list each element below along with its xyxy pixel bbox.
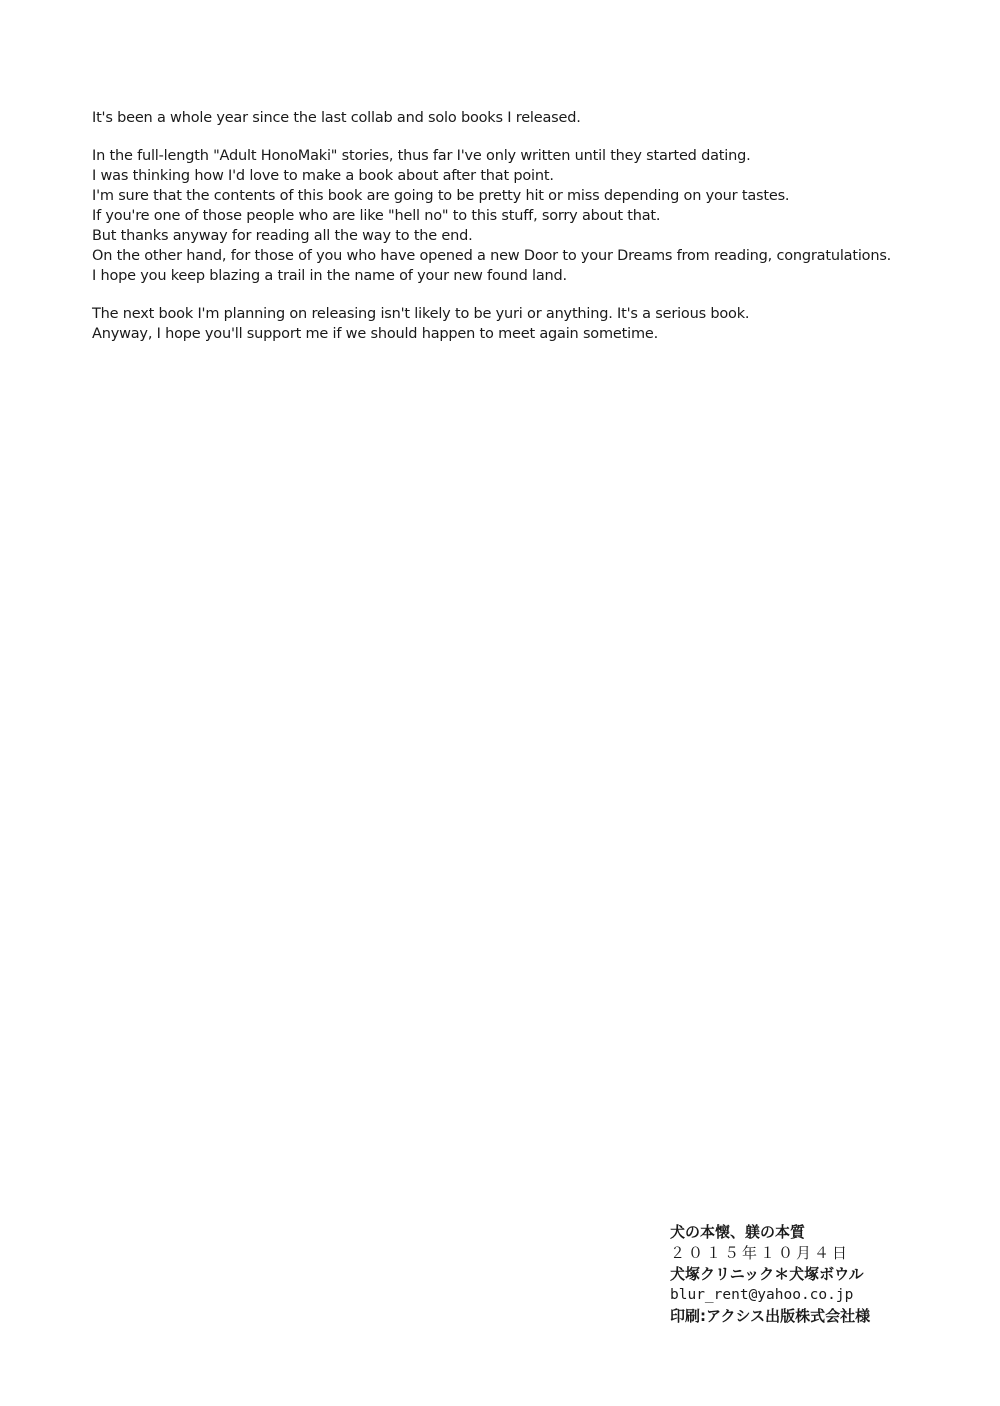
afterword-paragraph-1 bbox=[92, 108, 912, 128]
afterword-paragraph-3 bbox=[92, 304, 912, 344]
afterword-line: If you're one of those people who are like "hell no" to this stuff, sorry about that. bbox=[92, 208, 661, 224]
circle-name: 犬塚クリニック＊犬塚ボウル bbox=[670, 1265, 864, 1283]
colophon bbox=[670, 1222, 970, 1327]
afterword-line: I was thinking how I'd love to make a book about after that point. bbox=[92, 168, 554, 184]
afterword-line: I hope you keep blazing a trail in the name of your new found land. bbox=[92, 268, 567, 284]
afterword-line: The next book I'm planning on releasing isn't likely to be yuri or anything. It's a serious book. bbox=[92, 306, 750, 322]
book-title: 犬の本懐、躾の本質 bbox=[670, 1223, 806, 1241]
afterword-line: Anyway, I hope you'll support me if we should happen to meet again sometime. bbox=[92, 326, 658, 342]
afterword-line: But thanks anyway for reading all the way to the end. bbox=[92, 228, 473, 244]
afterword-paragraph-2 bbox=[92, 146, 912, 286]
afterword-line: On the other hand, for those of you who have opened a new Door to your Dreams from reading, congratulations. bbox=[92, 248, 892, 264]
afterword-line: I'm sure that the contents of this book are going to be pretty hit or miss depending on your tastes. bbox=[92, 188, 790, 204]
publication-date: ２０１５年１０月４日 bbox=[670, 1244, 851, 1262]
afterword-text bbox=[92, 108, 912, 362]
afterword-line: In the full-length "Adult HonoMaki" stories, thus far I've only written until they started dating. bbox=[92, 148, 751, 164]
contact-email: blur_rent@yahoo.co.jp bbox=[670, 1287, 854, 1303]
afterword-line: It's been a whole year since the last collab and solo books I released. bbox=[92, 110, 581, 126]
printer-credit: 印刷:アクシス出版株式会社様 bbox=[670, 1307, 871, 1325]
